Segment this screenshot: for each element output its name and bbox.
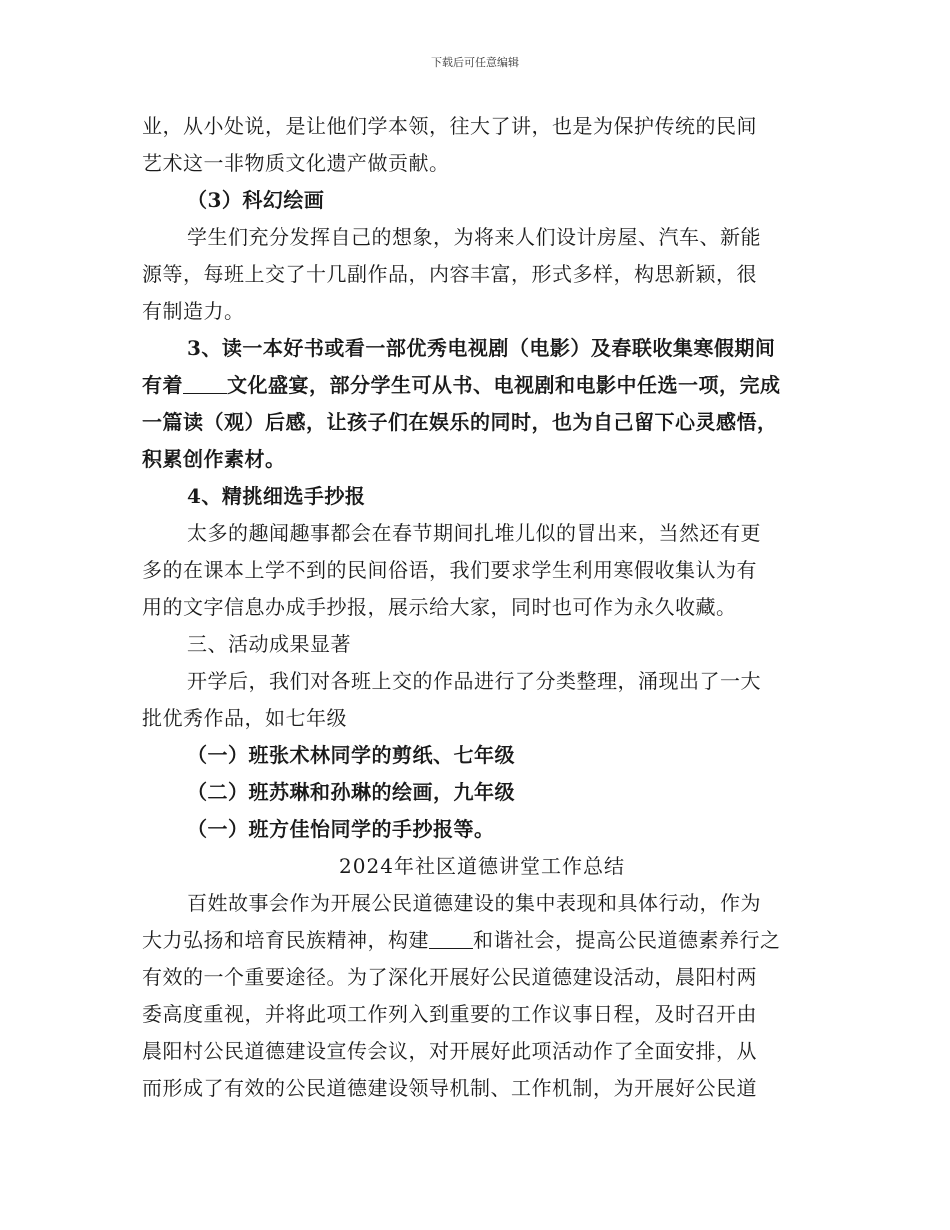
- paragraph-line: 开学后，我们对各班上交的作品进行了分类整理，涌现出了一大: [187, 669, 761, 693]
- line-text-before-blank: 有着: [142, 373, 183, 397]
- paragraph-line: 有制造力。: [142, 299, 245, 323]
- document-body: [142, 108, 822, 1107]
- bold-paragraph-line: [142, 367, 822, 404]
- bold-list-line: （二）班苏琳和孙琳的绘画，九年级: [187, 780, 515, 804]
- bold-list-line: （一）班方佳怡同学的手抄报等。: [187, 817, 495, 841]
- bold-paragraph-line: 3、读一本好书或看一部优秀电视剧（电影）及春联收集寒假期间: [187, 336, 776, 360]
- paragraph-line: 批优秀作品，如七年级: [142, 706, 347, 730]
- paragraph-line: 而形成了有效的公民道德建设领导机制、工作机制，为开展好公民道: [142, 1076, 757, 1100]
- paragraph-line: 百姓故事会作为开展公民道德建设的集中表现和具体行动，作为: [187, 891, 761, 915]
- page-header-caption: 下载后可任意编辑: [431, 56, 519, 69]
- section-title: 2024年社区道德讲堂工作总结: [339, 854, 625, 878]
- paragraph-line: 太多的趣闻趣事都会在春节期间扎堆儿似的冒出来，当然还有更: [187, 521, 761, 545]
- fill-in-blank: [429, 930, 473, 949]
- bold-paragraph-line: 一篇读（观）后感，让孩子们在娱乐的同时，也为自己留下心灵感悟，: [142, 410, 778, 434]
- paragraph-line: 艺术这一非物质文化遗产做贡献。: [142, 151, 450, 175]
- paragraph-line: 晨阳村公民道德建设宣传会议，对开展好此项活动作了全面安排，从: [142, 1039, 757, 1063]
- bold-paragraph-line: 积累创作素材。: [142, 447, 286, 471]
- line-text-after-blank: 和谐社会，提高公民道德素养行之: [473, 928, 781, 952]
- paragraph-line: [142, 922, 822, 959]
- subheading-handwritten-newspaper: 4、精挑细选手抄报: [187, 484, 366, 508]
- line-text-before-blank: 大力弘扬和培育民族精神，构建: [142, 928, 429, 952]
- paragraph-line: 用的文字信息办成手抄报，展示给大家，同时也可作为永久收藏。: [142, 595, 737, 619]
- paragraph-line: 学生们充分发挥自己的想象，为将来人们设计房屋、汽车、新能: [187, 225, 761, 249]
- paragraph-line: 源等，每班上交了十几副作品，内容丰富，形式多样，构思新颖，很: [142, 262, 757, 286]
- subheading-scifi-painting: （3）科幻绘画: [187, 188, 325, 212]
- paragraph-line: 有效的一个重要途径。为了深化开展好公民道德建设活动，晨阳村两: [142, 965, 757, 989]
- fill-in-blank: [183, 375, 227, 394]
- paragraph-line: 业，从小处说，是让他们学本领，往大了讲，也是为保护传统的民间: [142, 114, 757, 138]
- bold-list-line: （一）班张术林同学的剪纸、七年级: [187, 743, 515, 767]
- section-heading-results: 三、活动成果显著: [187, 632, 351, 656]
- line-text-after-blank: 文化盛宴，部分学生可从书、电视剧和电影中任选一项，完成: [227, 373, 781, 397]
- paragraph-line: 委高度重视，并将此项工作列入到重要的工作议事日程，及时召开由: [142, 1002, 757, 1026]
- paragraph-line: 多的在课本上学不到的民间俗语，我们要求学生利用寒假收集认为有: [142, 558, 757, 582]
